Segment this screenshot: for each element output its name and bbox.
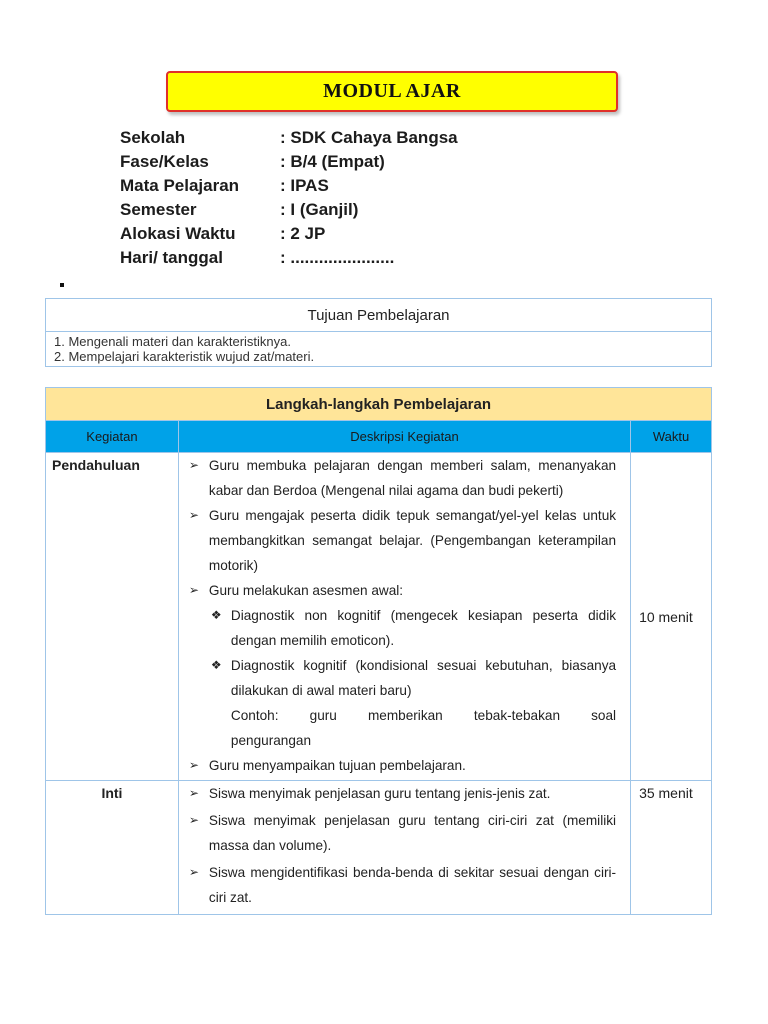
arrow-bullet-icon: ➢ [188, 865, 199, 879]
tujuan-item: 1. Mengenali materi dan karakteristiknya. [54, 334, 292, 349]
table-row-pendahuluan [46, 453, 712, 781]
info-row-sekolah [120, 128, 458, 152]
document-title: MODUL AJAR [323, 80, 461, 102]
list-item: ➢ Guru mengajak peserta didik tepuk semangat/yel-yel kelas untuk membangkitkan semangat belajar. (Pengembangan keterampilan motorik) [185, 503, 616, 578]
info-label: Sekolah [120, 128, 186, 147]
list-item: ➢ Siswa mengidentifikasi benda-benda di sekitar sesuai dengan ciri-ciri zat. [185, 860, 616, 910]
identity-block [120, 128, 458, 272]
info-value: : 2 JP [280, 224, 326, 243]
info-value: : I (Ganjil) [280, 200, 359, 219]
list-item: ➢ Guru membuka pelajaran dengan memberi salam, menanyakan kabar dan Berdoa (Mengenal nilai agama dan budi pekerti) [185, 453, 616, 503]
langkah-table [45, 387, 712, 915]
kegiatan-inti: Inti [46, 781, 179, 915]
arrow-bullet-icon: ➢ [188, 813, 199, 827]
tujuan-item: 2. Mempelajari karakteristik wujud zat/materi. [54, 349, 315, 364]
info-label: Fase/Kelas [120, 152, 209, 171]
column-header-kegiatan: Kegiatan [46, 421, 179, 453]
info-value: : ...................... [280, 248, 395, 267]
arrow-bullet-icon: ➢ [188, 758, 199, 772]
arrow-bullet-icon: ➢ [188, 458, 199, 472]
info-row-hari-tanggal [120, 248, 458, 272]
sub-list-item: ❖ Diagnostik kognitif (kondisional sesuai kebutuhan, biasanya dilakukan di awal materi baru) [185, 653, 616, 703]
info-label: Hari/ tanggal [120, 248, 223, 267]
list-item: ➢ Siswa menyimak penjelasan guru tentang jenis-jenis zat. [185, 781, 616, 806]
info-row-fase-kelas [120, 152, 458, 176]
info-row-alokasi-waktu [120, 224, 458, 248]
arrow-bullet-icon: ➢ [188, 508, 199, 522]
arrow-bullet-icon: ➢ [188, 583, 199, 597]
column-header-waktu: Waktu [631, 421, 712, 453]
table-row-inti [46, 781, 712, 915]
list-item: ➢ Siswa menyimak penjelasan guru tentang ciri-ciri zat (memiliki massa dan volume). [185, 808, 616, 858]
deskripsi-pendahuluan [178, 453, 630, 781]
waktu-inti: 35 menit [631, 781, 712, 915]
info-row-mata-pelajaran [120, 176, 458, 200]
info-label: Semester [120, 200, 197, 219]
info-value: : B/4 (Empat) [280, 152, 385, 171]
langkah-header: Langkah-langkah Pembelajaran [46, 388, 712, 421]
contoh-text: Contoh: guru memberikan tebak-tebakan soal [230, 708, 617, 723]
info-value: : SDK Cahaya Bangsa [280, 128, 458, 147]
diamond-bullet-icon: ❖ [210, 608, 222, 622]
info-label: Alokasi Waktu [120, 224, 236, 243]
tujuan-header: Tujuan Pembelajaran [46, 299, 712, 332]
diamond-bullet-icon: ❖ [210, 658, 222, 672]
info-row-semester [120, 200, 458, 224]
arrow-bullet-icon: ➢ [188, 786, 199, 800]
info-value: : IPAS [280, 176, 329, 195]
contoh-text-continued: pengurangan [230, 733, 312, 748]
title-box [166, 71, 618, 112]
list-item: ➢ Guru melakukan asesmen awal: [185, 578, 616, 603]
deskripsi-inti [178, 781, 630, 915]
list-item: ➢ Guru menyampaikan tujuan pembelajaran. [185, 753, 616, 778]
bullet-dot-icon [60, 283, 64, 287]
tujuan-list [46, 332, 712, 367]
kegiatan-pendahuluan: Pendahuluan [46, 453, 179, 781]
sub-list-item: ❖ Diagnostik non kognitif (mengecek kesiapan peserta didik dengan memilih emoticon). [185, 603, 616, 653]
tujuan-table [45, 298, 712, 367]
waktu-pendahuluan: 10 menit [631, 453, 712, 781]
column-header-deskripsi: Deskripsi Kegiatan [178, 421, 630, 453]
info-label: Mata Pelajaran [120, 176, 240, 195]
